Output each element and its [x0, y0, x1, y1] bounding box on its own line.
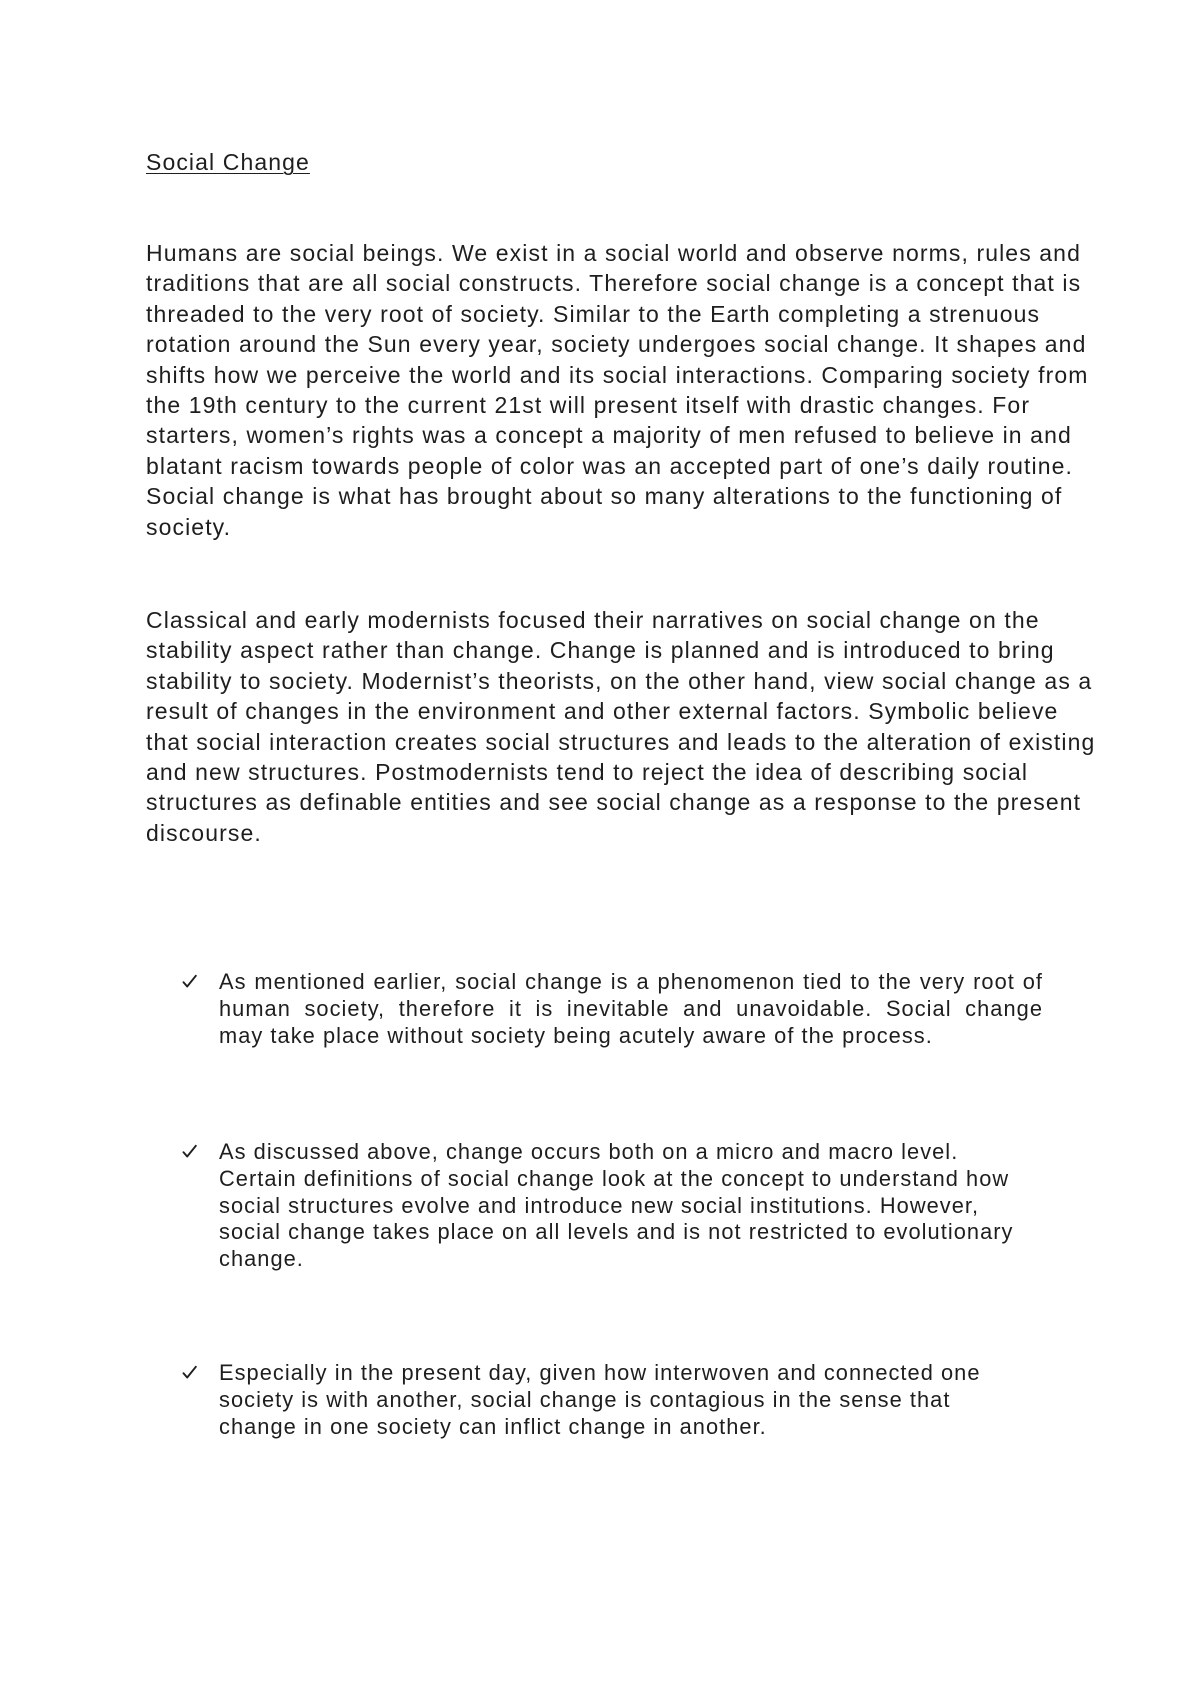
bullet-line: As mentioned earlier, social change is a phenomenon tied to the very root of — [219, 969, 1043, 994]
paragraph-line: result of changes in the environment and other external factors. Symbolic believe — [146, 698, 1059, 725]
bullet-line: change in one society can inflict change in another. — [219, 1413, 767, 1439]
paragraph-line: and new structures. Postmodernists tend to reject the idea of describing social — [146, 758, 1029, 785]
paragraph-line: Humans are social beings. We exist in a social world and observe norms, rules and — [146, 240, 1081, 266]
paragraph-line: threaded to the very root of society. Similar to the Earth completing a strenuous — [146, 300, 1041, 327]
checkmark-icon — [182, 1365, 197, 1380]
paragraph-line: rotation around the Sun every year, society undergoes social change. It shapes and — [146, 331, 1087, 358]
paragraph-line: Social change is what has brought about so many alterations to the functioning of — [146, 483, 1063, 510]
paragraph-theories — [146, 605, 1095, 848]
bullet-line: human society, therefore it is inevitable and unavoidable. Social change — [219, 995, 1043, 1021]
checkmark-icon — [182, 974, 197, 989]
bullet-line: change. — [219, 1246, 304, 1272]
bullet-line: social structures evolve and introduce new social institutions. However, — [219, 1192, 980, 1218]
bullet-line: Certain definitions of social change look at the concept to understand how — [219, 1165, 1010, 1191]
paragraph-line: starters, women’s rights was a concept a majority of men refused to believe in and — [146, 422, 1072, 449]
paragraph-line: discourse. — [146, 819, 262, 846]
bullet-line: society is with another, social change is contagious in the sense that — [219, 1386, 951, 1412]
bullet-text — [219, 969, 1043, 1049]
bullet-line: may take place without society being acutely aware of the process. — [219, 1022, 933, 1048]
paragraph-line: shifts how we perceive the world and its social interactions. Comparing society from — [146, 361, 1089, 388]
bullet-text — [219, 1139, 1014, 1273]
paragraph-line: that social interaction creates social structures and leads to the alteration of existing — [146, 728, 1096, 755]
paragraph-line: stability to society. Modernist’s theorists, on the other hand, view social change as a — [146, 667, 1093, 694]
paragraph-line: blatant racism towards people of color was an accepted part of one’s daily routine. — [146, 452, 1074, 479]
checkmark-icon — [182, 1144, 197, 1159]
document-title: Social Change — [146, 149, 310, 175]
paragraph-line: traditions that are all social constructs. Therefore social change is a concept that is — [146, 270, 1082, 297]
bullet-line: As discussed above, change occurs both on a micro and macro level. — [219, 1139, 959, 1164]
bullet-line: social change takes place on all levels and is not restricted to evolutionary — [219, 1219, 1014, 1245]
paragraph-line: society. — [146, 513, 232, 540]
paragraph-line: Classical and early modernists focused their narratives on social change on the — [146, 607, 1040, 633]
bullet-text — [219, 1360, 981, 1440]
paragraph-intro — [146, 238, 1089, 542]
paragraph-line: stability aspect rather than change. Change is planned and is introduced to bring — [146, 637, 1055, 664]
paragraph-line: structures as definable entities and see social change as a response to the present — [146, 789, 1082, 816]
paragraph-line: the 19th century to the current 21st will present itself with drastic changes. For — [146, 391, 1031, 418]
bullet-line: Especially in the present day, given how interwoven and connected one — [219, 1360, 981, 1385]
